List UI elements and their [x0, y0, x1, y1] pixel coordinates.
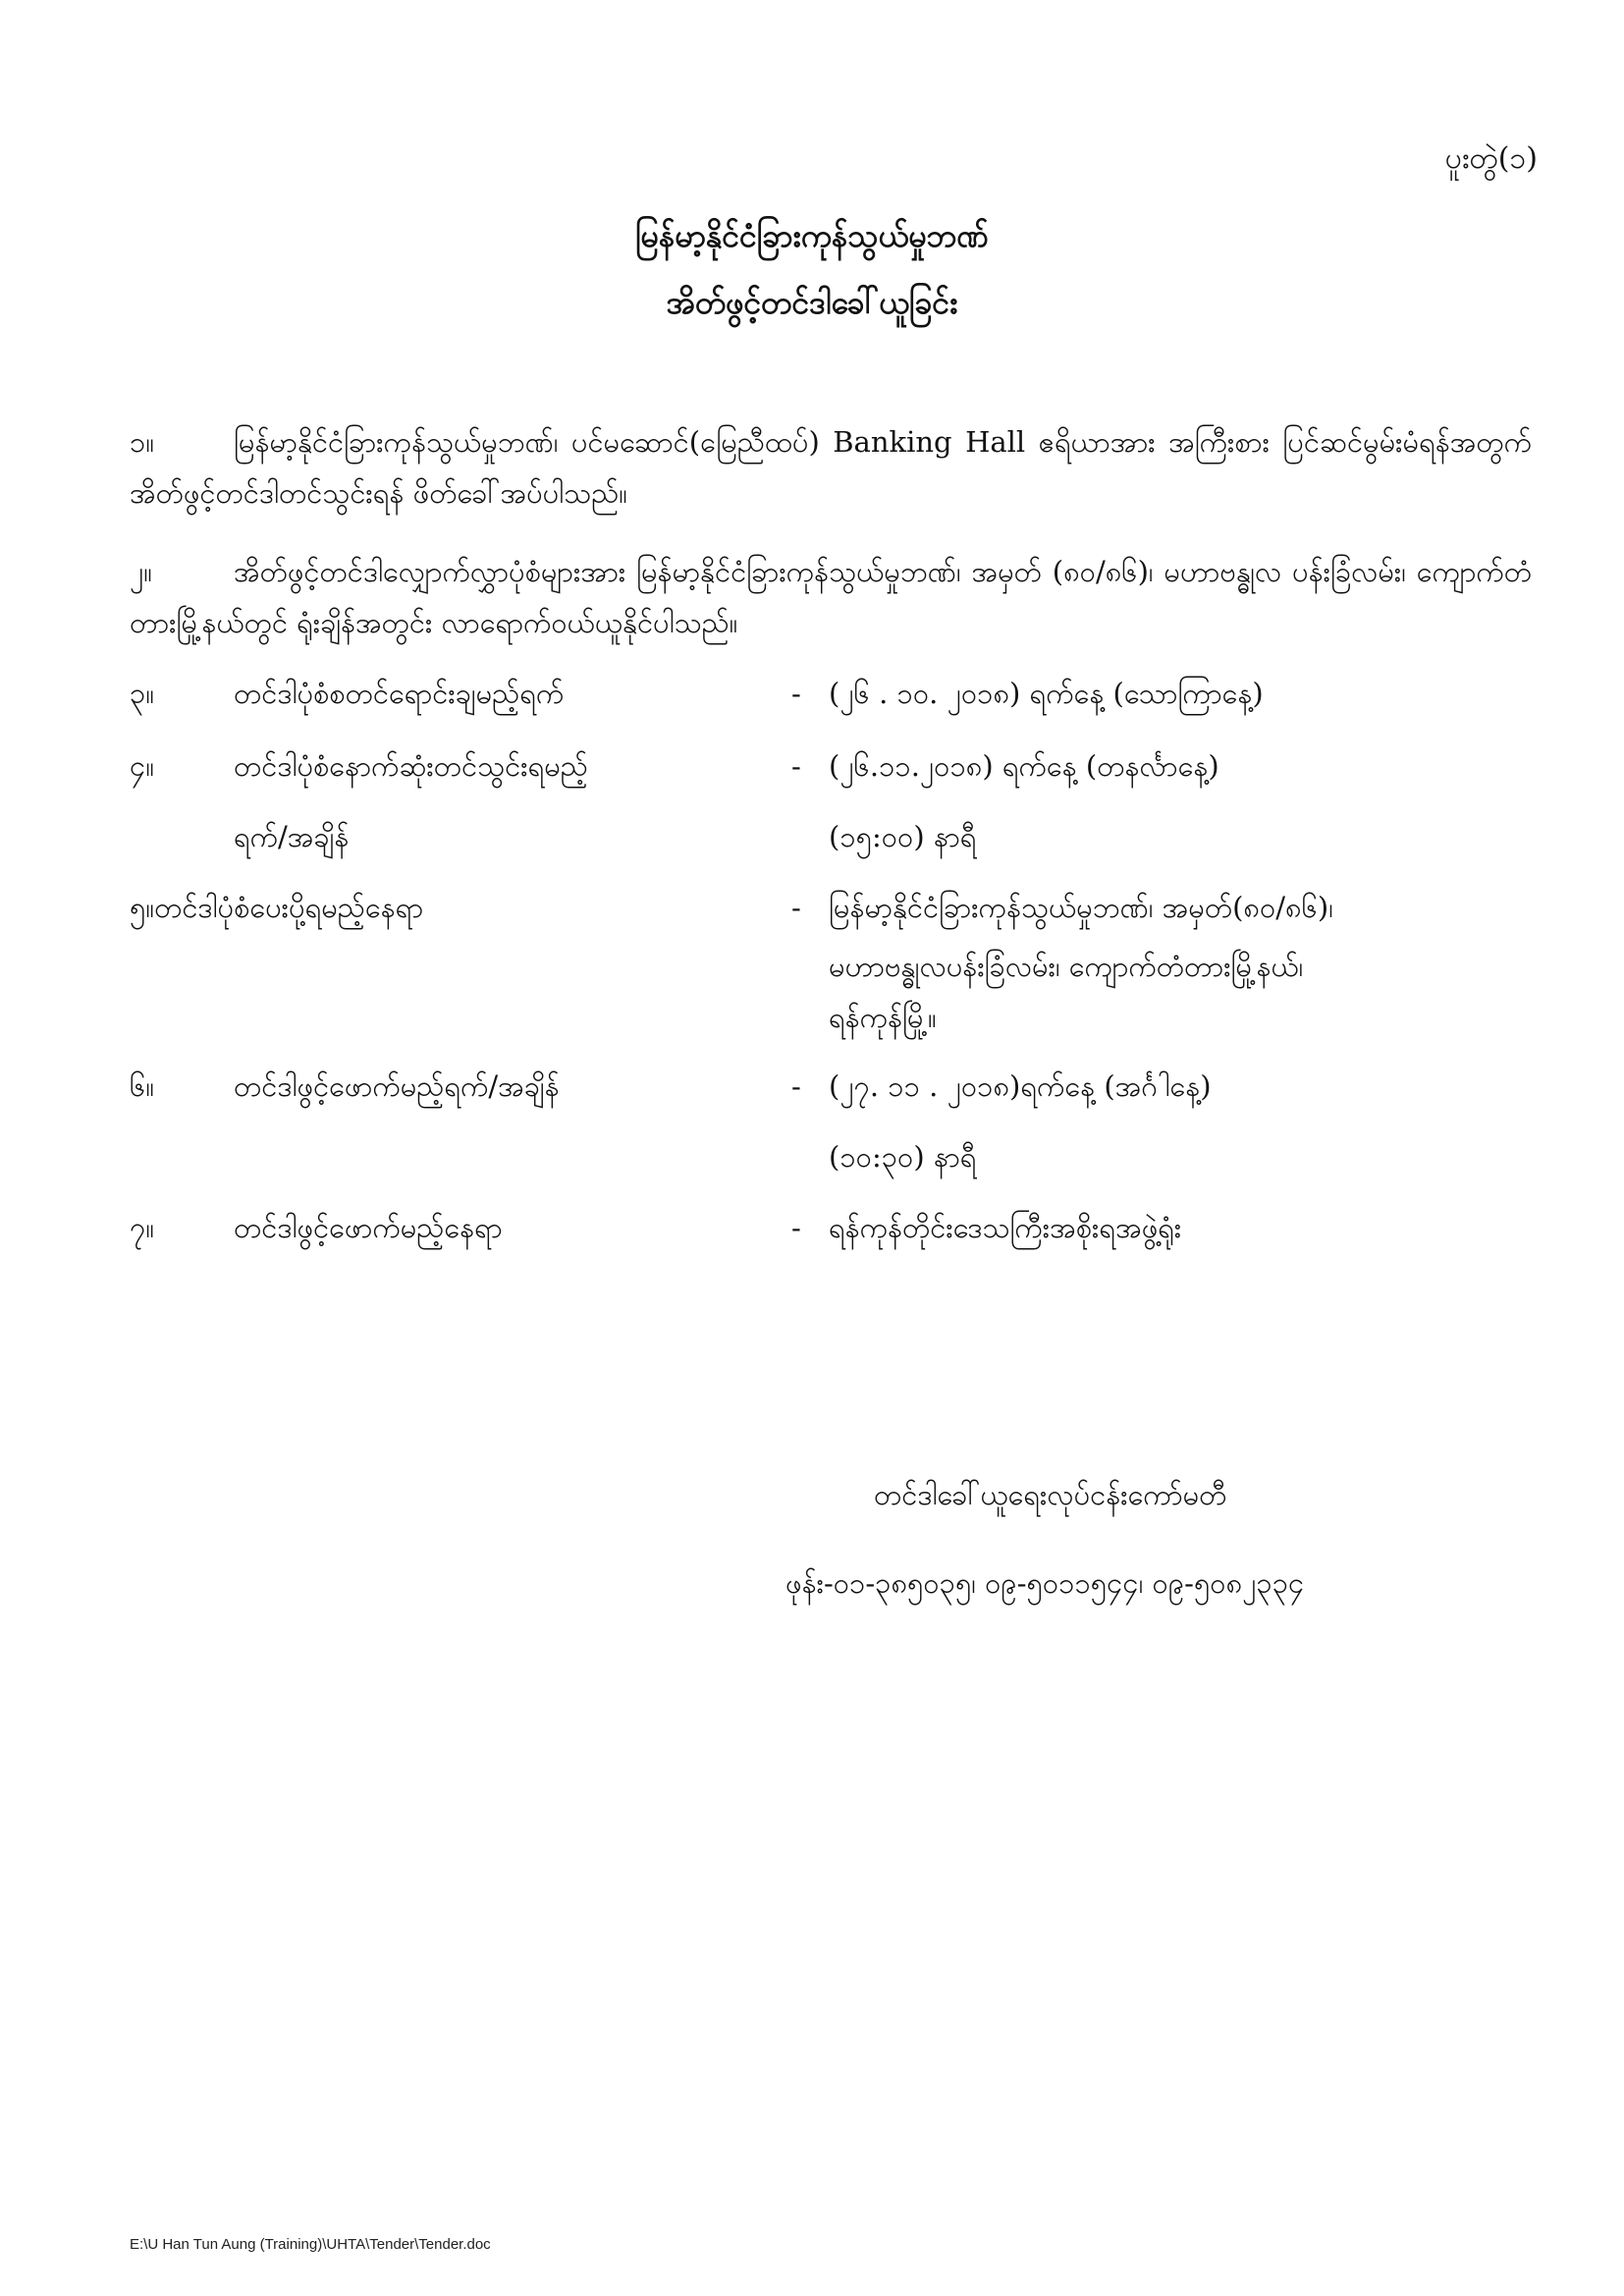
detail-dash: - — [791, 677, 801, 710]
paragraph-1-text: မြန်မာ့နိုင်ငံခြားကုန်သွယ်မှုဘဏ်၊ ပင်မဆောင်(မြေညီထပ်) Banking Hall ဧရိယာအား အကြီးစား ပြင်ဆင်မွမ်းမံရန်အတွက် အိတ်ဖွင့်တင်ဒါတင်သွင်းရန် ဖိတ်ခေါ်အပ်ပါသည်။ — [130, 425, 1532, 510]
detail-number-label: ၅။တင်ဒါပုံစံပေးပို့ရမည့်နေရာ — [130, 891, 424, 924]
detail-value: မြန်မာ့နိုင်ငံခြားကုန်သွယ်မှုဘဏ်၊ အမှတ်(၈၀/၈၆)၊ — [829, 891, 1333, 924]
contact-phones: ဖုန်း-၀၁-၃၈၅၀၃၅၊ ၀၉-၅၀၁၁၅၄၄၊ ၀၉-၅၀၈၂၃၃၄ — [785, 1566, 1305, 1600]
detail-number: ၄။ — [130, 749, 155, 783]
enclosure-label: ပူးတွဲ(၁) — [1444, 141, 1538, 176]
paragraph-1-number: ၁။ — [130, 425, 155, 459]
detail-value-cont: (၁၀:၃၀) နာရီ — [829, 1140, 977, 1174]
detail-number: ၆။ — [130, 1069, 155, 1103]
paragraph-1 — [130, 416, 1532, 519]
notice-subtitle: အိတ်ဖွင့်တင်ဒါခေါ်ယူခြင်း — [666, 284, 958, 321]
detail-value: ရန်ကုန်တိုင်းဒေသကြီးအစိုးရအဖွဲ့ရုံး — [829, 1211, 1182, 1244]
detail-dash: - — [791, 1069, 801, 1103]
file-path-footer: E:\U Han Tun Aung (Training)\UHTA\Tender\Tender.doc — [130, 2236, 491, 2253]
detail-dash: - — [791, 749, 801, 783]
paragraph-2-text: အိတ်ဖွင့်တင်ဒါလျှောက်လွှာပုံစံများအား မြန်မာ့နိုင်ငံခြားကုန်သွယ်မှုဘဏ်၊ အမှတ် (၈၀/၈၆)၊ မဟာဗန္ဓုလ ပန်းခြံလမ်း၊ ကျောက်တံတားမြို့နယ်တွင် ရုံးချိန်အတွင်း လာရောက်ဝယ်ယူနိုင်ပါသည်။ — [130, 555, 1532, 639]
detail-number: ၇။ — [130, 1211, 155, 1244]
detail-label: တင်ဒါပုံစံစတင်ရောင်းချမည့်ရက် — [234, 677, 565, 710]
detail-dash: - — [791, 891, 801, 924]
detail-label: တင်ဒါပုံစံနောက်ဆုံးတင်သွင်းရမည့် — [234, 749, 588, 783]
detail-value-cont2: ရန်ကုန်မြို့။ — [829, 1001, 937, 1034]
detail-label-cont: ရက်/အချိန် — [234, 820, 350, 853]
detail-value: (၂၆ . ၁၀. ၂၀၁၈) ရက်နေ့ (သောကြာနေ့) — [829, 677, 1264, 710]
detail-dash: - — [791, 1211, 801, 1244]
paragraph-2-number: ၂။ — [130, 555, 153, 588]
detail-value-cont: (၁၅:၀၀) နာရီ — [829, 820, 977, 853]
detail-value: (၂၇. ၁၁ . ၂၀၁၈)ရက်နေ့ (အင်္ဂါနေ့) — [829, 1069, 1212, 1103]
committee-signature: တင်ဒါခေါ်ယူရေးလုပ်ငန်းကော်မတီ — [874, 1478, 1227, 1511]
paragraph-2 — [130, 546, 1532, 648]
detail-value-cont: မဟာဗန္ဓုလပန်းခြံလမ်း၊ ကျောက်တံတားမြို့နယ်၊ — [829, 950, 1304, 983]
detail-label: တင်ဒါဖွင့်ဖောက်မည့်နေရာ — [234, 1211, 503, 1244]
detail-value: (၂၆.၁၁.၂၀၁၈) ရက်နေ့ (တနင်္လာနေ့) — [829, 749, 1219, 783]
detail-label: တင်ဒါဖွင့်ဖောက်မည့်ရက်/အချိန် — [234, 1069, 560, 1103]
bank-name-title: မြန်မာ့နိုင်ငံခြားကုန်သွယ်မှုဘဏ် — [635, 217, 989, 254]
detail-number: ၃။ — [130, 677, 155, 710]
